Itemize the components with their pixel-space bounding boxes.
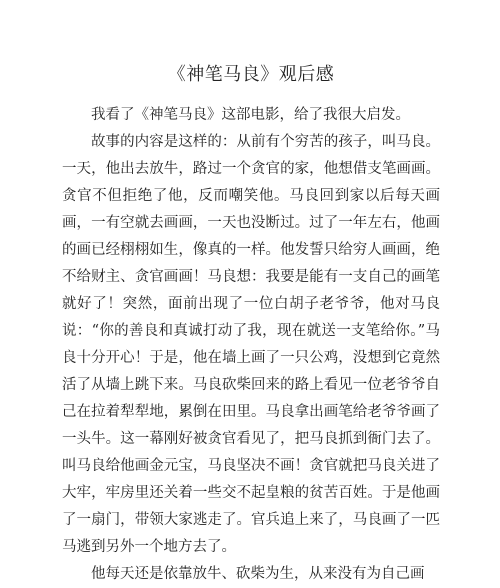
paragraph-story: 故事的内容是这样的：从前有个穷苦的孩子，叫马良。一天，他出去放牛，路过一个贪官的家，他想借支笔画画。贪官不但拒绝了他，反而嘲笑他。马良回到家以后每天画画，一有空就去画画，一天也没断过。过了一年左右，他画的画已经栩栩如生，像真的一样。他发誓只给穷人画画，绝不给财主、贪官画画！马良想：我要是能有一支自己的画笔就好了！突然，面前出现了一位白胡子老爷爷，他对马良说：“你的善良和真诚打动了我，现在就送一支笔给你。”马良十分开心！于是，他在墙上画了一只公鸡，没想到它竟然活了从墙上跳下来。马良砍柴回来的路上看见一位老爷爷自己在拉着犁犁地，累倒在田里。马良拿出画笔给老爷爷画了一头牛。这一幕刚好被贪官看见了，把马良抓到衙门去了。叫马良给他画金元宝，马良坚决不画！贪官就把马良关进了大牢，牢房里还关着一些交不起皇粮的贫苦百姓。于是他画了一扇门，带领大家逃走了。官兵追上来了，马良画了一匹马逃到另外一个地方去了。 [62,134,440,555]
document-title: 《神笔马良》观后感 [167,64,335,85]
paragraph-continuation: 他每天还是依靠放牛、砍柴为生，从来没有为自己画 [91,566,425,582]
paragraph-intro: 我看了《神笔马良》这部电影，给了我很大启发。 [91,107,410,123]
